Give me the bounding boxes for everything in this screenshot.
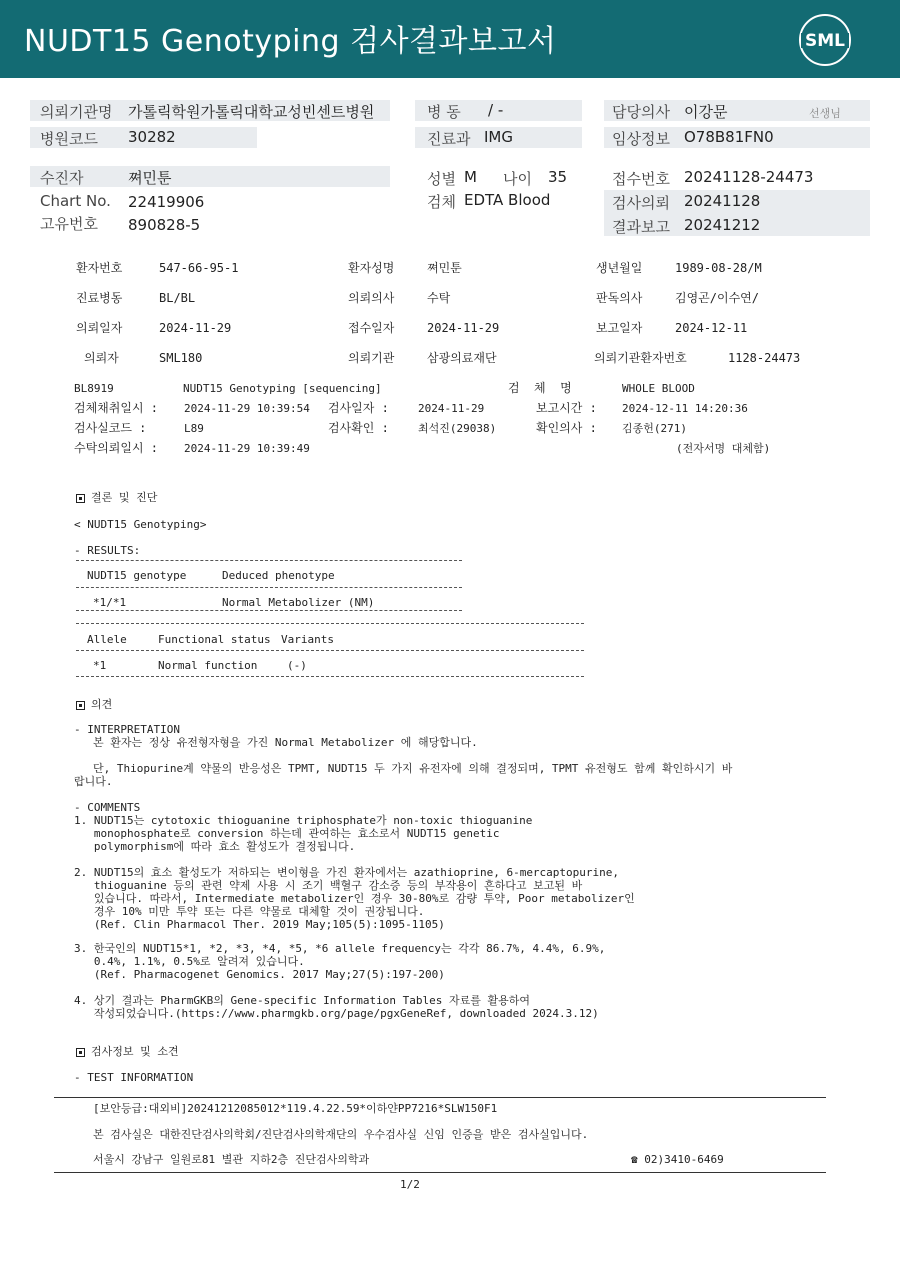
pb-r1-v1: 547-66-95-1: [159, 261, 239, 275]
comments-title: - COMMENTS: [74, 801, 141, 814]
table2-rule-mid: [76, 650, 584, 651]
tm-tester-value: 최석진(29038): [418, 422, 497, 435]
pb-r4-v1: SML180: [159, 351, 203, 365]
pb-r2-l3: 판독의사: [596, 291, 643, 305]
sex-label: 성별: [427, 170, 456, 188]
pb-r4-l1: 의뢰자: [84, 351, 119, 365]
comment2-line2: thioguanine 등의 관련 약제 사용 시 조기 백혈구 감소증 등의 부작용이 흔하다고 보고된 바: [74, 879, 583, 892]
table2-header-status: Functional status: [158, 633, 271, 646]
hosp-code-label: 병원코드: [40, 130, 98, 148]
security-line: [보안등급:대외비]20241212085012*119.4.22.59*이하얀PP7216*SLW150F1: [93, 1102, 498, 1115]
footer-rule-bottom: [54, 1172, 826, 1173]
comment2-line1: 2. NUDT15의 효소 활성도가 저하되는 변이형을 가진 환자에서는 azathioprine, 6-mercaptopurine,: [74, 866, 620, 879]
chart-label: Chart No.: [40, 192, 111, 210]
pb-r4-l3: 의뢰기관환자번호: [594, 351, 687, 365]
doctor-label: 담당의사: [612, 103, 670, 121]
pb-r1-v2: 쪄민툰: [427, 261, 462, 275]
table2-cell-variants: (-): [287, 659, 307, 672]
tm-test-date-label: 검사일자 :: [328, 401, 389, 415]
tm-collect-label: 검체채취일시 :: [74, 401, 159, 415]
hosp-code-value: 30282: [128, 128, 176, 146]
section-marker-icon: [76, 494, 85, 503]
page-number: 1/2: [400, 1178, 420, 1191]
test-code: BL8919: [74, 382, 114, 395]
pb-r2-l2: 의뢰의사: [348, 291, 395, 305]
testinfo-title: 검사정보 및 소견: [91, 1045, 179, 1058]
pb-r2-v3: 김영곤/이수연/: [675, 291, 760, 305]
testinfo-sub: - TEST INFORMATION: [74, 1071, 194, 1084]
table2-cell-status: Normal function: [158, 659, 258, 672]
table1-header-phenotype: Deduced phenotype: [222, 569, 335, 582]
doctor-suffix: 선생님: [809, 107, 841, 120]
table1-rule-mid: [76, 587, 462, 588]
report-date-label: 결과보고: [612, 218, 670, 236]
dept-label: 진료과: [427, 130, 471, 148]
table2-cell-allele: *1: [93, 659, 107, 672]
section-marker-icon: [76, 701, 85, 710]
comment1-line1: 1. NUDT15는 cytotoxic thioguanine triphosphate가 non-toxic thioguanine: [74, 814, 533, 827]
testinfo-heading: [76, 1045, 179, 1058]
age-label: 나이: [503, 170, 532, 188]
certification-line: 본 검사실은 대한진단검사의학회/진단검사의학재단의 우수검사실 신임 인증을 받은 검사실입니다.: [93, 1128, 589, 1141]
tm-report-time-value: 2024-12-11 14:20:36: [622, 402, 748, 415]
comment3-line2: 0.4%, 1.1%, 0.5%로 알려져 있습니다.: [74, 955, 305, 968]
results-label: - RESULTS:: [74, 544, 141, 557]
phone-line: ☎ 02)3410-6469: [631, 1153, 724, 1166]
pb-r1-l3: 생년월일: [596, 261, 643, 275]
req-date-value: 20241128: [684, 192, 761, 210]
esign-note: (전자서명 대체함): [676, 442, 771, 455]
section-marker-icon: [76, 1048, 85, 1057]
table2-rule-bottom: [76, 676, 584, 677]
opinion-heading: [76, 698, 112, 711]
ward-value: / -: [488, 101, 504, 119]
comment1-line2: monophosphate로 conversion 하는데 관여하는 효소로서 NUDT15 genetic: [74, 827, 500, 840]
test-name: NUDT15 Genotyping [sequencing]: [183, 382, 382, 395]
uid-label: 고유번호: [40, 215, 98, 233]
comment2-line5: (Ref. Clin Pharmacol Ther. 2019 May;105(5):1095-1105): [74, 918, 445, 931]
comment1-line3: polymorphism에 따라 효소 활성도가 결정됩니다.: [74, 840, 356, 853]
table1-cell-phenotype: Normal Metabolizer (NM): [222, 596, 375, 609]
comment4-line1: 4. 상기 결과는 PharmGKB의 Gene-specific Information Tables 자료를 활용하여: [74, 994, 531, 1007]
tm-collect-value: 2024-11-29 10:39:54: [184, 402, 310, 415]
patient-value: 쪄민툰: [128, 169, 172, 187]
pb-r3-v3: 2024-12-11: [675, 321, 748, 335]
interpretation-line2: 단, Thiopurine계 약물의 반응성은 TPMT, NUDT15 두 가지 유전자에 의해 결정되며, TPMT 유전형도 함께 확인하시기 바: [93, 762, 733, 775]
table2-rule-top: [76, 623, 584, 624]
tm-confirmer-value: 김종헌(271): [622, 422, 687, 435]
specimen-value: EDTA Blood: [464, 191, 551, 209]
sml-logo: [797, 12, 853, 68]
age-value: 35: [548, 168, 568, 186]
tm-room-label: 검사실코드 :: [74, 421, 147, 435]
pb-r1-v3: 1989-08-28/M: [675, 261, 762, 275]
req-org-label: 의뢰기관명: [40, 103, 113, 121]
pb-r4-v2: 삼광의료재단: [427, 351, 497, 365]
pb-r3-v1: 2024-11-29: [159, 321, 232, 335]
tm-consign-value: 2024-11-29 10:39:49: [184, 442, 310, 455]
pb-r3-l3: 보고일자: [596, 321, 643, 335]
genotyping-subtitle: < NUDT15 Genotyping>: [74, 518, 207, 531]
patient-box: [30, 166, 390, 187]
tm-consign-label: 수탁의뢰일시 :: [74, 441, 159, 455]
interpretation-line1: 본 환자는 정상 유전형자형을 가진 Normal Metabolizer 에 해당합니다.: [93, 736, 478, 749]
req-org-value: 가톨릭학원가톨릭대학교성빈센트병원: [128, 103, 375, 121]
pb-r2-v1: BL/BL: [159, 291, 196, 305]
dept-value: IMG: [484, 128, 513, 146]
table1-rule-bottom: [76, 610, 462, 611]
tm-specimen-label: 검 체 명: [508, 381, 572, 395]
report-title: NUDT15 Genotyping 검사결과보고서: [24, 24, 557, 59]
specimen-label: 검체: [427, 193, 456, 211]
report-date-value: 20241212: [684, 216, 761, 234]
table2-header-allele: Allele: [87, 633, 127, 646]
table1-header-genotype: NUDT15 genotype: [87, 569, 187, 582]
pb-r3-l1: 의뢰일자: [76, 321, 123, 335]
pb-r1-l2: 환자성명: [348, 261, 395, 275]
comment2-line3: 있습니다. 따라서, Intermediate metabolizer인 경우 30-80%로 감량 투약, Poor metabolizer인: [74, 892, 635, 905]
patient-label: 수진자: [40, 169, 84, 187]
table1-rule-top: [76, 560, 462, 561]
table2-header-variants: Variants: [281, 633, 334, 646]
pb-r2-v2: 수탁: [427, 291, 451, 305]
receipt-no-value: 20241128-24473: [684, 168, 814, 186]
pb-r4-l2: 의뢰기관: [348, 351, 395, 365]
clinical-value: O78B81FN0: [684, 128, 774, 146]
req-date-label: 검사의뢰: [612, 194, 670, 212]
comment4-line2: 작성되었습니다.(https://www.pharmgkb.org/page/pgxGeneRef, downloaded 2024.3.12): [74, 1007, 599, 1020]
ward-label: 병 동: [427, 103, 461, 121]
tm-tester-label: 검사확인 :: [328, 421, 389, 435]
conclusion-heading: [76, 491, 157, 504]
opinion-title: 의견: [91, 698, 113, 711]
sex-value: M: [464, 168, 477, 186]
interpretation-line3: 랍니다.: [74, 775, 113, 788]
receipt-no-label: 접수번호: [612, 170, 670, 188]
pb-r4-v3: 1128-24473: [728, 351, 801, 365]
tm-report-time-label: 보고시간 :: [536, 401, 597, 415]
tm-specimen-value: WHOLE BLOOD: [622, 382, 695, 395]
tm-room-value: L89: [184, 422, 204, 435]
clinical-label: 임상정보: [612, 130, 670, 148]
report-header: [0, 0, 900, 78]
conclusion-title: 결론 및 진단: [91, 491, 158, 504]
doctor-value: 이강문: [684, 103, 728, 121]
chart-value: 22419906: [128, 193, 205, 211]
interpretation-title: - INTERPRETATION: [74, 723, 180, 736]
comment3-line1: 3. 한국인의 NUDT15*1, *2, *3, *4, *5, *6 allele frequency는 각각 86.7%, 4.4%, 6.9%,: [74, 942, 606, 955]
logo-text: SML: [805, 31, 845, 51]
pb-r1-l1: 환자번호: [76, 261, 123, 275]
pb-r3-l2: 접수일자: [348, 321, 395, 335]
comment3-line3: (Ref. Pharmacogenet Genomics. 2017 May;27(5):197-200): [74, 968, 445, 981]
pb-r2-l1: 진료병동: [76, 291, 123, 305]
footer-rule-top: [54, 1097, 826, 1098]
address-line: 서울시 강남구 일원로81 별관 지하2층 진단검사의학과: [93, 1153, 370, 1166]
tm-confirmer-label: 확인의사 :: [536, 421, 597, 435]
tm-test-date-value: 2024-11-29: [418, 402, 485, 415]
uid-value: 890828-5: [128, 216, 201, 234]
comment2-line4: 경우 10% 미만 투약 또는 다른 약물로 대체할 것이 권장됩니다.: [74, 905, 425, 918]
pb-r3-v2: 2024-11-29: [427, 321, 500, 335]
table1-cell-genotype: *1/*1: [93, 596, 127, 609]
